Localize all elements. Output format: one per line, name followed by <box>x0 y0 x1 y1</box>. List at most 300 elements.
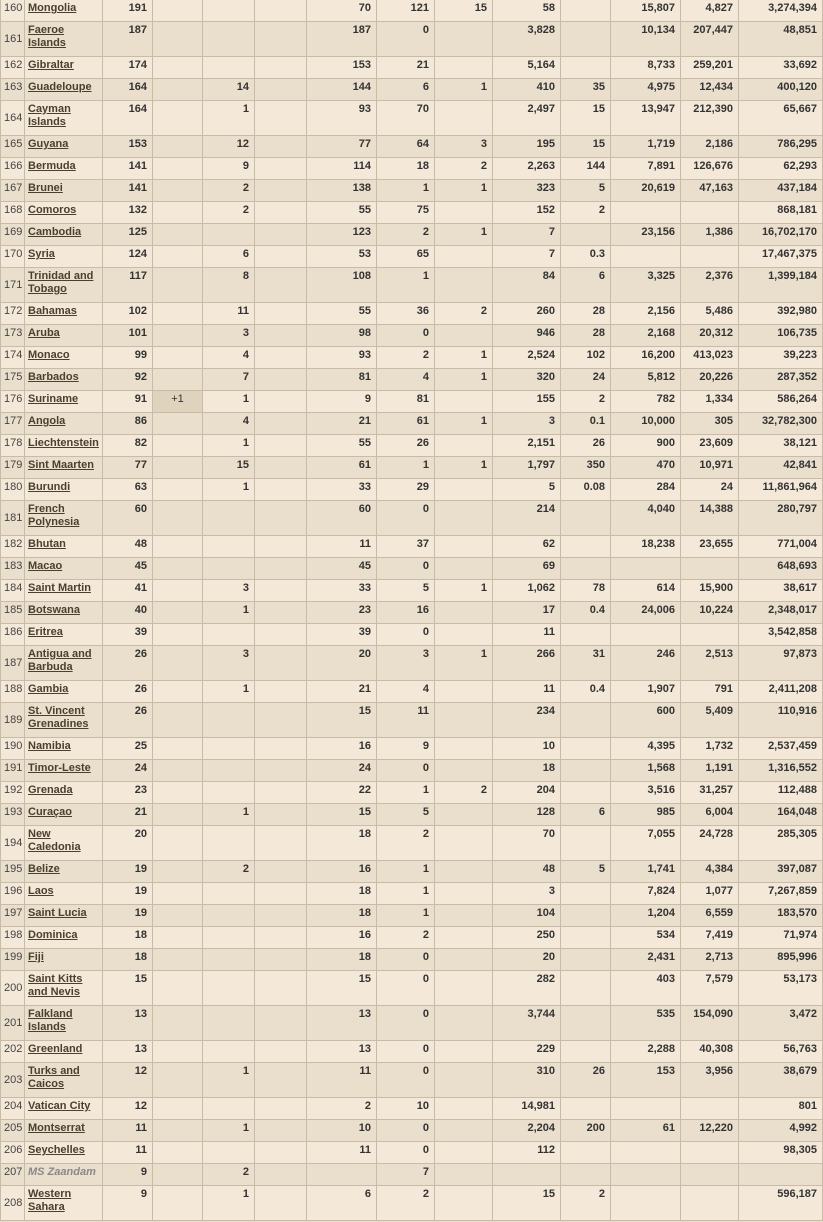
population-cell: 62,293 <box>739 158 823 180</box>
deaths-per-1m-cell <box>561 22 611 57</box>
table-row <box>1 580 823 602</box>
country-cell <box>25 435 103 457</box>
total-recovered-cell: 187 <box>307 22 377 57</box>
country-cell <box>25 760 103 782</box>
total-tests-cell <box>611 1142 681 1164</box>
new-deaths-cell <box>255 101 307 136</box>
total-recovered-cell: 123 <box>307 224 377 246</box>
rank-cell: 168 <box>1 202 25 224</box>
country-link[interactable]: Macao <box>28 560 63 572</box>
total-cases-cell: 63 <box>103 479 153 501</box>
country-link[interactable]: Curaçao <box>28 806 73 818</box>
tests-per-1m-cell: 23,609 <box>681 435 739 457</box>
deaths-per-1m-cell: 26 <box>561 1063 611 1098</box>
rank-cell: 199 <box>1 949 25 971</box>
active-cell: 1 <box>377 905 435 927</box>
total-deaths-cell: 14 <box>203 79 255 101</box>
total-deaths-cell <box>203 927 255 949</box>
table-row <box>1 501 823 536</box>
total-deaths-cell <box>203 536 255 558</box>
cases-per-1m-cell: 234 <box>493 703 561 738</box>
active-cell: 0 <box>377 624 435 646</box>
country-link[interactable]: Eritrea <box>28 626 63 638</box>
tests-per-1m-cell: 1,191 <box>681 760 739 782</box>
new-deaths-cell <box>255 0 307 22</box>
cases-per-1m-cell: 320 <box>493 369 561 391</box>
table-row <box>1 804 823 826</box>
serious-cell <box>435 760 493 782</box>
new-deaths-cell <box>255 1041 307 1063</box>
country-link[interactable]: Cambodia <box>28 226 82 238</box>
cases-per-1m-cell: 128 <box>493 804 561 826</box>
total-deaths-cell: 2 <box>203 861 255 883</box>
new-deaths-cell <box>255 536 307 558</box>
total-tests-cell: 985 <box>611 804 681 826</box>
total-tests-cell: 61 <box>611 1120 681 1142</box>
total-cases-cell: 9 <box>103 1186 153 1221</box>
new-deaths-cell <box>255 905 307 927</box>
country-link[interactable]: Trinidad and Tobago <box>28 270 94 295</box>
rank-cell: 186 <box>1 624 25 646</box>
cases-per-1m-cell: 18 <box>493 760 561 782</box>
cases-per-1m-cell: 282 <box>493 971 561 1006</box>
cases-per-1m-cell: 10 <box>493 738 561 760</box>
total-recovered-cell: 55 <box>307 202 377 224</box>
total-tests-cell: 2,288 <box>611 1041 681 1063</box>
active-cell: 5 <box>377 580 435 602</box>
total-recovered-cell: 144 <box>307 79 377 101</box>
population-cell: 287,352 <box>739 369 823 391</box>
deaths-per-1m-cell: 5 <box>561 861 611 883</box>
serious-cell <box>435 826 493 861</box>
total-recovered-cell: 114 <box>307 158 377 180</box>
new-deaths-cell <box>255 136 307 158</box>
tests-per-1m-cell: 6,004 <box>681 804 739 826</box>
country-link[interactable]: Vatican City <box>28 1100 91 1112</box>
population-cell: 98,305 <box>739 1142 823 1164</box>
new-deaths-cell <box>255 883 307 905</box>
deaths-per-1m-cell <box>561 1098 611 1120</box>
serious-cell <box>435 624 493 646</box>
country-link[interactable]: Antigua and Barbuda <box>28 648 92 673</box>
total-recovered-cell: 10 <box>307 1120 377 1142</box>
cases-per-1m-cell: 1,062 <box>493 580 561 602</box>
total-tests-cell <box>611 246 681 268</box>
total-cases-cell: 153 <box>103 136 153 158</box>
tests-per-1m-cell: 207,447 <box>681 22 739 57</box>
tests-per-1m-cell: 126,676 <box>681 158 739 180</box>
new-deaths-cell <box>255 457 307 479</box>
serious-cell: 3 <box>435 136 493 158</box>
total-tests-cell: 3,325 <box>611 268 681 303</box>
deaths-per-1m-cell: 2 <box>561 1186 611 1221</box>
country-link[interactable]: Cayman Islands <box>28 103 71 128</box>
tests-per-1m-cell: 23,655 <box>681 536 739 558</box>
country-link[interactable]: Saint Kitts and Nevis <box>28 973 83 998</box>
total-deaths-cell: 1 <box>203 1120 255 1142</box>
rank-cell: 195 <box>1 861 25 883</box>
country-link[interactable]: Bermuda <box>28 160 76 172</box>
total-cases-cell: 60 <box>103 501 153 536</box>
deaths-per-1m-cell: 350 <box>561 457 611 479</box>
population-cell: 112,488 <box>739 782 823 804</box>
serious-cell <box>435 905 493 927</box>
new-cases-cell <box>153 22 203 57</box>
country-link[interactable]: Dominica <box>28 929 78 941</box>
total-deaths-cell: 3 <box>203 325 255 347</box>
total-deaths-cell <box>203 782 255 804</box>
total-tests-cell: 4,395 <box>611 738 681 760</box>
tests-per-1m-cell: 1,386 <box>681 224 739 246</box>
country-cell <box>25 501 103 536</box>
active-cell: 6 <box>377 79 435 101</box>
country-cell <box>25 624 103 646</box>
table-row <box>1 782 823 804</box>
rank-cell: 164 <box>1 101 25 136</box>
deaths-per-1m-cell <box>561 624 611 646</box>
cases-per-1m-cell: 3,828 <box>493 22 561 57</box>
serious-cell <box>435 703 493 738</box>
rank-cell: 170 <box>1 246 25 268</box>
rank-cell: 190 <box>1 738 25 760</box>
rank-cell: 184 <box>1 580 25 602</box>
tests-per-1m-cell: 1,334 <box>681 391 739 413</box>
total-cases-cell: 124 <box>103 246 153 268</box>
new-deaths-cell <box>255 57 307 79</box>
table-row <box>1 624 823 646</box>
deaths-per-1m-cell: 6 <box>561 268 611 303</box>
country-link[interactable]: Guyana <box>28 138 69 150</box>
serious-cell: 2 <box>435 303 493 325</box>
total-deaths-cell <box>203 826 255 861</box>
serious-cell <box>435 501 493 536</box>
country-link[interactable]: Turks and Caicos <box>28 1065 80 1090</box>
country-link[interactable]: New Caledonia <box>28 828 81 853</box>
rank-cell: 181 <box>1 501 25 536</box>
new-cases-cell <box>153 681 203 703</box>
country-link[interactable]: Bahamas <box>28 305 77 317</box>
rank-cell: 204 <box>1 1098 25 1120</box>
country-link[interactable]: Brunei <box>28 182 63 194</box>
population-cell: 596,187 <box>739 1186 823 1221</box>
tests-per-1m-cell: 7,419 <box>681 927 739 949</box>
deaths-per-1m-cell <box>561 905 611 927</box>
deaths-per-1m-cell: 0.08 <box>561 479 611 501</box>
population-cell: 3,472 <box>739 1006 823 1041</box>
total-recovered-cell: 108 <box>307 268 377 303</box>
total-tests-cell: 246 <box>611 646 681 681</box>
country-label: MS Zaandam <box>28 1166 96 1178</box>
total-tests-cell: 1,719 <box>611 136 681 158</box>
serious-cell <box>435 1120 493 1142</box>
table-row <box>1 1098 823 1120</box>
active-cell: 0 <box>377 501 435 536</box>
table-row <box>1 101 823 136</box>
deaths-per-1m-cell <box>561 782 611 804</box>
total-recovered-cell: 15 <box>307 804 377 826</box>
country-link[interactable]: Aruba <box>28 327 60 339</box>
total-cases-cell: 19 <box>103 861 153 883</box>
serious-cell: 1 <box>435 369 493 391</box>
new-deaths-cell <box>255 479 307 501</box>
active-cell: 1 <box>377 883 435 905</box>
deaths-per-1m-cell <box>561 760 611 782</box>
country-link[interactable]: Sint Maarten <box>28 459 95 471</box>
country-link[interactable]: Saint Lucia <box>28 907 87 919</box>
rank-cell: 208 <box>1 1186 25 1221</box>
total-tests-cell <box>611 202 681 224</box>
deaths-per-1m-cell: 102 <box>561 347 611 369</box>
total-tests-cell: 8,733 <box>611 57 681 79</box>
rank-cell: 203 <box>1 1063 25 1098</box>
tests-per-1m-cell: 305 <box>681 413 739 435</box>
country-link[interactable]: St. Vincent Grenadines <box>28 705 89 730</box>
population-cell: 280,797 <box>739 501 823 536</box>
country-link[interactable]: Falkland Islands <box>28 1008 73 1033</box>
total-deaths-cell: 1 <box>203 479 255 501</box>
country-link[interactable]: Belize <box>28 863 60 875</box>
deaths-per-1m-cell <box>561 738 611 760</box>
total-deaths-cell: 1 <box>203 681 255 703</box>
tests-per-1m-cell: 7,579 <box>681 971 739 1006</box>
country-cell <box>25 325 103 347</box>
serious-cell: 15 <box>435 0 493 22</box>
country-cell <box>25 949 103 971</box>
country-link[interactable]: Grenada <box>28 784 73 796</box>
table-row <box>1 1164 823 1186</box>
total-tests-cell: 284 <box>611 479 681 501</box>
total-tests-cell: 5,812 <box>611 369 681 391</box>
population-cell: 33,692 <box>739 57 823 79</box>
country-link[interactable]: Botswana <box>28 604 80 616</box>
active-cell: 1 <box>377 861 435 883</box>
new-cases-cell <box>153 1120 203 1142</box>
rank-cell: 202 <box>1 1041 25 1063</box>
active-cell: 0 <box>377 949 435 971</box>
deaths-per-1m-cell: 2 <box>561 391 611 413</box>
tests-per-1m-cell: 24 <box>681 479 739 501</box>
new-deaths-cell <box>255 738 307 760</box>
serious-cell: 1 <box>435 347 493 369</box>
tests-per-1m-cell: 1,732 <box>681 738 739 760</box>
cases-per-1m-cell: 5 <box>493 479 561 501</box>
country-link[interactable]: Namibia <box>28 740 71 752</box>
new-deaths-cell <box>255 826 307 861</box>
table-row <box>1 268 823 303</box>
total-recovered-cell: 55 <box>307 435 377 457</box>
deaths-per-1m-cell: 0.3 <box>561 246 611 268</box>
cases-per-1m-cell: 15 <box>493 1186 561 1221</box>
population-cell: 38,617 <box>739 580 823 602</box>
country-link[interactable]: Gambia <box>28 683 69 695</box>
table-row <box>1 602 823 624</box>
table-row <box>1 558 823 580</box>
total-cases-cell: 26 <box>103 703 153 738</box>
total-deaths-cell <box>203 624 255 646</box>
table-row <box>1 1120 823 1142</box>
country-cell <box>25 347 103 369</box>
new-cases-cell <box>153 79 203 101</box>
total-tests-cell: 7,824 <box>611 883 681 905</box>
country-link[interactable]: Western Sahara <box>28 1188 72 1213</box>
rank-cell: 200 <box>1 971 25 1006</box>
serious-cell <box>435 927 493 949</box>
country-link[interactable]: Liechtenstein <box>28 437 99 449</box>
table-row <box>1 826 823 861</box>
total-deaths-cell <box>203 0 255 22</box>
new-cases-cell <box>153 435 203 457</box>
table-row <box>1 457 823 479</box>
table-row <box>1 246 823 268</box>
new-deaths-cell <box>255 949 307 971</box>
new-deaths-cell <box>255 558 307 580</box>
total-cases-cell: 40 <box>103 602 153 624</box>
total-tests-cell: 16,200 <box>611 347 681 369</box>
tests-per-1m-cell: 10,224 <box>681 602 739 624</box>
country-link[interactable]: Bhutan <box>28 538 66 550</box>
table-row <box>1 180 823 202</box>
total-tests-cell: 4,975 <box>611 79 681 101</box>
total-recovered-cell: 153 <box>307 57 377 79</box>
tests-per-1m-cell: 6,559 <box>681 905 739 927</box>
active-cell: 0 <box>377 760 435 782</box>
country-cell <box>25 1142 103 1164</box>
total-cases-cell: 92 <box>103 369 153 391</box>
rank-cell: 191 <box>1 760 25 782</box>
cases-per-1m-cell: 2,151 <box>493 435 561 457</box>
active-cell: 11 <box>377 703 435 738</box>
serious-cell: 2 <box>435 782 493 804</box>
deaths-per-1m-cell: 144 <box>561 158 611 180</box>
serious-cell <box>435 558 493 580</box>
country-cell <box>25 136 103 158</box>
population-cell: 56,763 <box>739 1041 823 1063</box>
new-deaths-cell <box>255 224 307 246</box>
total-deaths-cell: 4 <box>203 347 255 369</box>
country-link[interactable]: Angola <box>28 415 66 427</box>
total-deaths-cell <box>203 57 255 79</box>
country-link[interactable]: Barbados <box>28 371 79 383</box>
country-link[interactable]: Burundi <box>28 481 71 493</box>
total-tests-cell: 403 <box>611 971 681 1006</box>
country-link[interactable]: Timor-Leste <box>28 762 91 774</box>
new-deaths-cell <box>255 268 307 303</box>
active-cell: 0 <box>377 558 435 580</box>
total-cases-cell: 99 <box>103 347 153 369</box>
total-recovered-cell: 53 <box>307 246 377 268</box>
total-tests-cell: 23,156 <box>611 224 681 246</box>
cases-per-1m-cell: 3 <box>493 413 561 435</box>
new-cases-cell <box>153 1063 203 1098</box>
total-cases-cell: 141 <box>103 158 153 180</box>
new-cases-cell <box>153 624 203 646</box>
new-cases-cell <box>153 1164 203 1186</box>
total-cases-cell: 86 <box>103 413 153 435</box>
active-cell: 29 <box>377 479 435 501</box>
active-cell: 16 <box>377 602 435 624</box>
country-link[interactable]: Syria <box>28 248 55 260</box>
serious-cell <box>435 861 493 883</box>
active-cell: 21 <box>377 57 435 79</box>
population-cell: 400,120 <box>739 79 823 101</box>
country-link[interactable]: Gibraltar <box>28 59 74 71</box>
tests-per-1m-cell: 40,308 <box>681 1041 739 1063</box>
new-cases-cell <box>153 180 203 202</box>
new-cases-cell <box>153 136 203 158</box>
total-recovered-cell: 18 <box>307 883 377 905</box>
country-link[interactable]: Faeroe Islands <box>28 24 66 49</box>
new-deaths-cell <box>255 1098 307 1120</box>
country-link[interactable]: Seychelles <box>28 1144 85 1156</box>
total-tests-cell: 20,619 <box>611 180 681 202</box>
total-tests-cell: 534 <box>611 927 681 949</box>
table-row <box>1 949 823 971</box>
total-tests-cell: 1,741 <box>611 861 681 883</box>
total-deaths-cell: 4 <box>203 413 255 435</box>
country-link[interactable]: French Polynesia <box>28 503 80 528</box>
total-cases-cell: 19 <box>103 905 153 927</box>
population-cell: 71,974 <box>739 927 823 949</box>
total-recovered-cell: 18 <box>307 949 377 971</box>
deaths-per-1m-cell <box>561 536 611 558</box>
country-link[interactable]: Monaco <box>28 349 70 361</box>
new-deaths-cell <box>255 646 307 681</box>
country-link[interactable]: Saint Martin <box>28 582 91 594</box>
population-cell: 38,121 <box>739 435 823 457</box>
rank-cell: 188 <box>1 681 25 703</box>
deaths-per-1m-cell: 0.1 <box>561 413 611 435</box>
rank-cell: 193 <box>1 804 25 826</box>
serious-cell <box>435 883 493 905</box>
total-tests-cell: 2,168 <box>611 325 681 347</box>
active-cell: 121 <box>377 0 435 22</box>
total-tests-cell: 7,055 <box>611 826 681 861</box>
total-recovered-cell: 13 <box>307 1006 377 1041</box>
total-deaths-cell <box>203 971 255 1006</box>
country-link[interactable]: Montserrat <box>28 1122 85 1134</box>
deaths-per-1m-cell: 28 <box>561 325 611 347</box>
new-deaths-cell <box>255 602 307 624</box>
tests-per-1m-cell: 791 <box>681 681 739 703</box>
country-link[interactable]: Greenland <box>28 1043 83 1055</box>
deaths-per-1m-cell: 24 <box>561 369 611 391</box>
country-link[interactable]: Fiji <box>28 951 44 963</box>
country-link[interactable]: Comoros <box>28 204 77 216</box>
new-cases-cell <box>153 804 203 826</box>
population-cell <box>739 1164 823 1186</box>
country-cell <box>25 303 103 325</box>
country-link[interactable]: Suriname <box>28 393 79 405</box>
active-cell: 0 <box>377 1142 435 1164</box>
total-cases-cell: 23 <box>103 782 153 804</box>
total-tests-cell: 7,891 <box>611 158 681 180</box>
deaths-per-1m-cell: 0.4 <box>561 602 611 624</box>
rank-cell: 169 <box>1 224 25 246</box>
total-recovered-cell: 93 <box>307 347 377 369</box>
country-cell <box>25 391 103 413</box>
total-cases-cell: 102 <box>103 303 153 325</box>
active-cell: 2 <box>377 927 435 949</box>
new-cases-cell <box>153 782 203 804</box>
country-link[interactable]: Mongolia <box>28 2 77 14</box>
deaths-per-1m-cell: 28 <box>561 303 611 325</box>
cases-per-1m-cell: 84 <box>493 268 561 303</box>
total-recovered-cell: 22 <box>307 782 377 804</box>
population-cell: 392,980 <box>739 303 823 325</box>
country-link[interactable]: Laos <box>28 885 54 897</box>
country-link[interactable]: Guadeloupe <box>28 81 92 93</box>
total-cases-cell: 164 <box>103 79 153 101</box>
